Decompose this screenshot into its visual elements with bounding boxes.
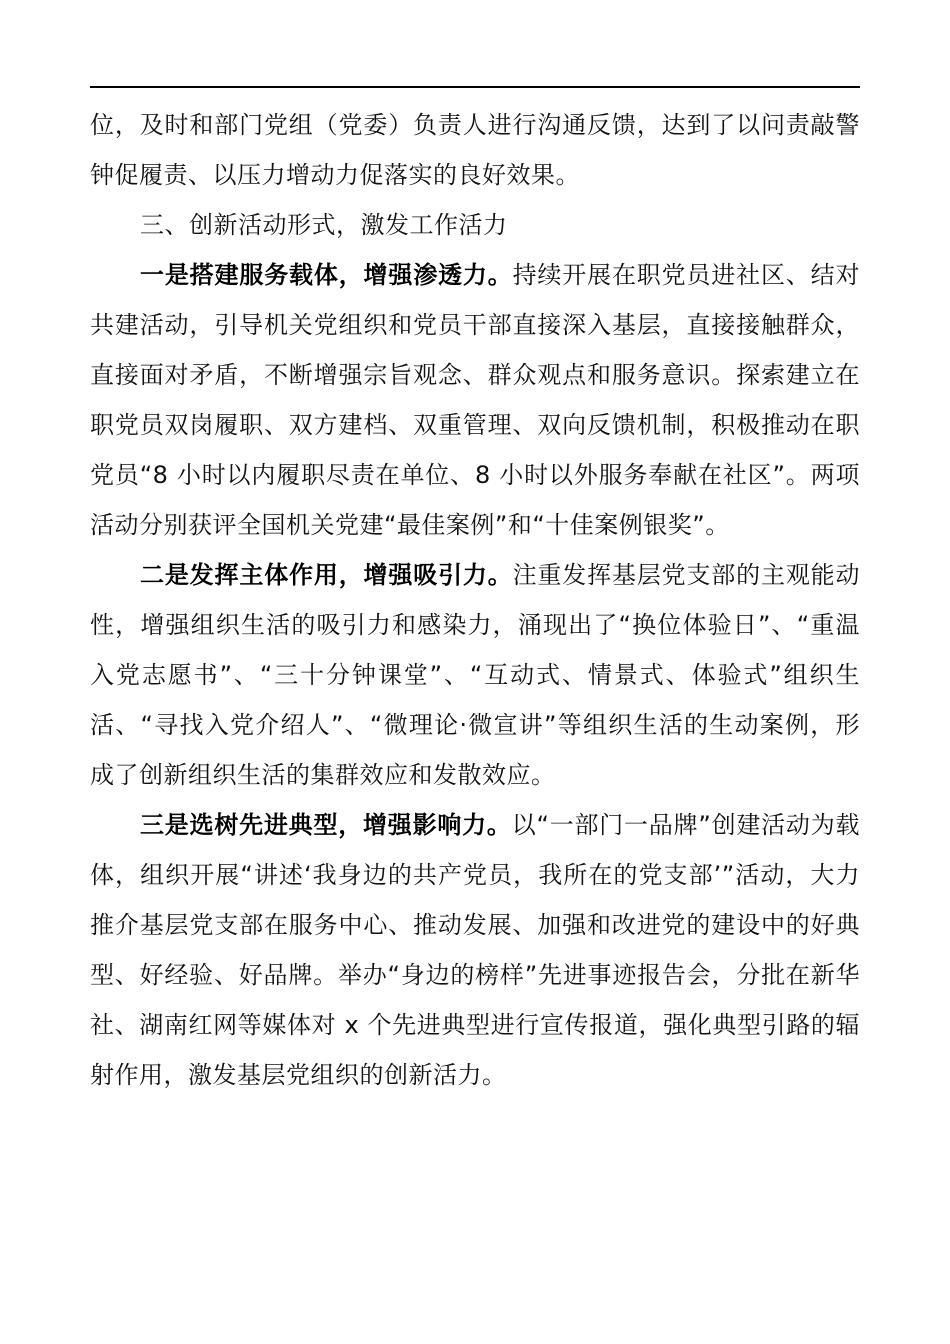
paragraph-service-carrier xyxy=(90,250,860,550)
paragraph-lead: 一是搭建服务载体，增强渗透力。 xyxy=(140,261,513,289)
paragraph-body: 注重发挥基层党支部的主观能动性，增强组织生活的吸引力和感染力，涌现出了“换位体验日”、“重温入党志愿书”、“三十分钟课堂”、“互动式、情景式、体验式”组织生活、“寻找入党介绍人”、“微理论·微宣讲”等组织生活的生动案例，形成了创新组织生活的集群效应和发散效应。 xyxy=(90,561,861,789)
paragraph-advanced-models xyxy=(90,800,860,1100)
paragraph-body: 以“一部门一品牌”创建活动为载体，组织开展“讲述‘我身边的共产党员，我所在的党支部’”活动，大力推介基层党支部在服务中心、推动发展、加强和改进党的建设中的好典型、好经验、好品牌。举办“身边的榜样”先进事迹报告会，分批在新华社、湖南红网等媒体对 x 个先进典型进行宣传报道，强化典型引路的辐射作用，激发基层党组织的创新活力。 xyxy=(90,811,860,1089)
paragraph-lead: 二是发挥主体作用，增强吸引力。 xyxy=(140,561,513,589)
paragraph-subject-role xyxy=(90,550,860,800)
header-rule xyxy=(90,86,860,88)
paragraph-body: 持续开展在职党员进社区、结对共建活动，引导机关党组织和党员干部直接深入基层，直接接触群众，直接面对矛盾，不断增强宗旨观念、群众观点和服务意识。探索建立在职党员双岗履职、双方建档、双重管理、双向反馈机制，积极推动在职党员“8 小时以内履职尽责在单位、8 小时以外服务奉献在社区”。两项活动分别获评全国机关党建“最佳案例”和“十佳案例银奖”。 xyxy=(90,261,861,539)
continued-paragraph: 位，及时和部门党组（党委）负责人进行沟通反馈，达到了以问责敲警钟促履责、以压力增动力促落实的良好效果。 xyxy=(90,111,860,189)
section-heading: 三、创新活动形式，激发工作活力 xyxy=(140,211,508,239)
paragraph-lead: 三是选树先进典型，增强影响力。 xyxy=(140,811,512,839)
document-body xyxy=(90,100,860,1100)
